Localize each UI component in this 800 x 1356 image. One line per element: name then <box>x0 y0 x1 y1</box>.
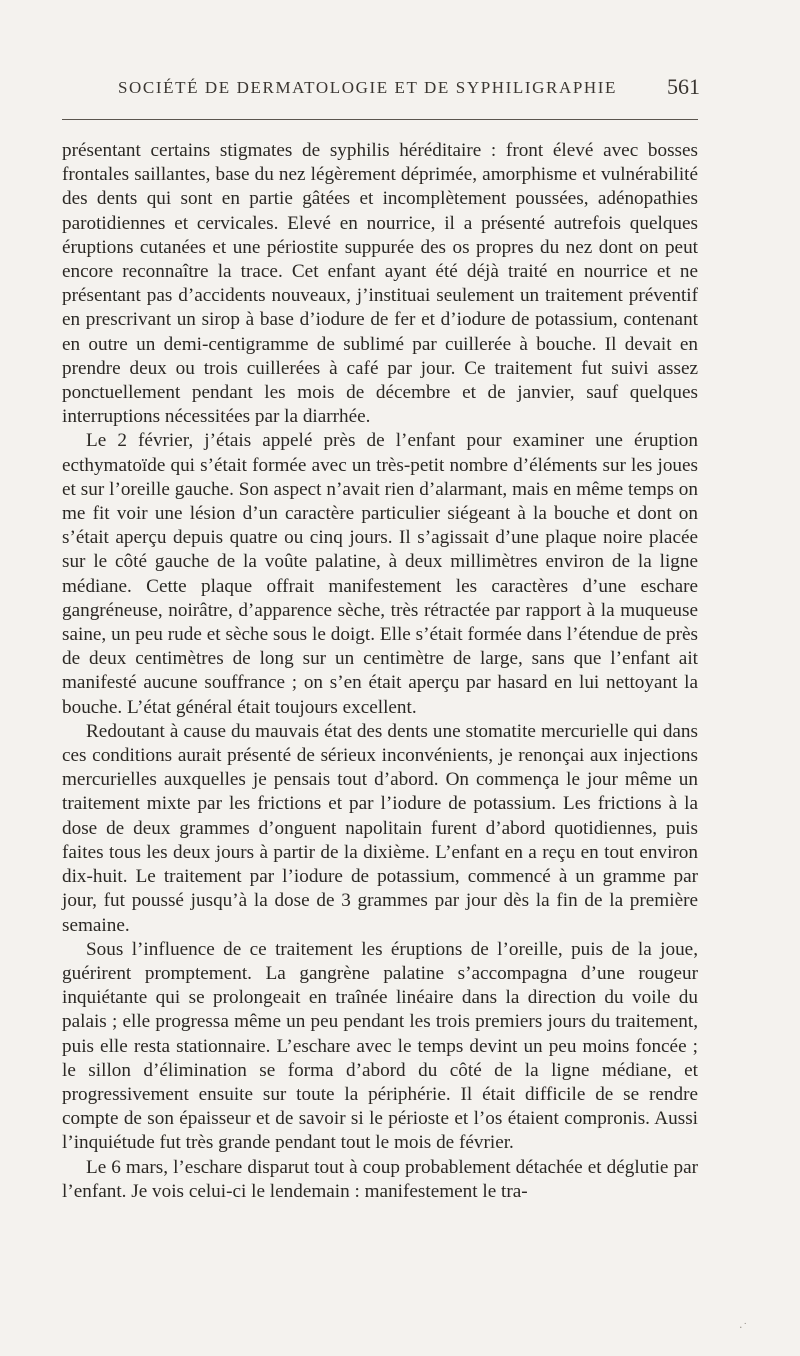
paragraph-3: Redoutant à cause du mauvais état des dents une stomatite mercurielle qui dans ces conditions aurait présenté de sérieux inconvénients, je renonçai aux injections mercurielles auxquelles je pensais tout d’abord. On commença le jour même un traitement mixte par les frictions et par l’iodure de potassium. Les frictions à la dose de deux grammes d’onguent napolitain furent d’abord quotidiennes, puis faites tous les deux jours à partir de la dixième. L’enfant en a reçu en tout environ dix-huit. Le traitement par l’iodure de potassium, commencé à un gramme par jour, fut poussé jusqu’à la dose de 3 grammes par jour dès la fin de la première semaine. <box>62 720 698 936</box>
header-rule <box>62 119 698 120</box>
page-number: 561 <box>667 74 700 99</box>
paragraph-5: Le 6 mars, l’eschare disparut tout à coup probablement détachée et déglutie par l’enfant. Je vois celui-ci le lendemain : manifestement le tra- <box>62 1156 698 1202</box>
paragraph-1: présentant certains stigmates de syphilis héréditaire : front élevé avec bosses frontales saillantes, base du nez légèrement déprimée, amorphisme et vulnérabilité des dents qui sont en partie gâtées et incomplètement poussées, adénopathies parotidiennes et cervicales. Elevé en nourrice, il a présenté autrefois quelques éruptions cutanées et une périostite suppurée des os propres du nez dont on peut encore reconnaître la trace. Cet enfant ayant été déjà traité en nourrice et ne présentant pas d’accidents nouveaux, j’instituai seulement un traitement préventif en prescrivant un sirop à base d’iodure de fer et d’iodure de potassium, contenant en outre un demi-centigramme de sublimé par cuillerée à bouche. Il devait en prendre deux ou trois cuillerées à café par jour. Ce traitement fut suivi assez ponctuellement pendant les mois de décembre et de janvier, sauf quelques interruptions nécessitées par la diarrhée. <box>62 140 698 428</box>
page-corner-mark: ·˙ <box>739 1321 748 1334</box>
running-head-title: SOCIÉTÉ DE DERMATOLOGIE ET DE SYPHILIGRAPHIE <box>118 78 618 97</box>
body-text <box>62 139 698 1204</box>
running-head <box>62 74 700 108</box>
paragraph-2: Le 2 février, j’étais appelé près de l’enfant pour examiner une éruption ecthymatoïde qui s’était formée avec un très-petit nombre d’éléments sur les joues et sur l’oreille gauche. Son aspect n’avait rien d’alarmant, mais en même temps on me fit voir une lésion d’un caractère particulier siégeant à la bouche et dont on s’était aperçu depuis quatre ou cinq jours. Il s’agissait d’une plaque noire placée sur le côté gauche de la voûte palatine, à deux millimètres environ de la ligne médiane. Cette plaque offrait manifestement les caractères d’une eschare gangréneuse, noirâtre, d’apparence sèche, très rétractée par rapport à la muqueuse saine, un peu rude et sèche sous le doigt. Elle s’était formée dans l’étendue de près de deux centimètres de long sur un centimètre de large, sans que l’enfant ait manifesté aucune souffrance ; on s’en était aperçu par hasard en lui nettoyant la bouche. L’état général était toujours excellent. <box>62 430 698 718</box>
paragraph-4: Sous l’influence de ce traitement les éruptions de l’oreille, puis de la joue, guérirent promptement. La gangrène palatine s’accompagna d’une rougeur inquiétante qui se prolongeait en traînée linéaire dans la direction du voile du palais ; elle progressa même un peu pendant les trois premiers jours du traitement, puis elle resta stationnaire. L’eschare avec le temps devint un peu moins foncée ; le sillon d’élimination se forma d’abord du côté de la ligne médiane, et progressivement ensuite sur toute la périphérie. Il était difficile de se rendre compte de son épaisseur et de savoir si le périoste et l’os étaient compronis. Aussi l’inquiétude fut très grande pendant tout le mois de février. <box>62 938 698 1154</box>
